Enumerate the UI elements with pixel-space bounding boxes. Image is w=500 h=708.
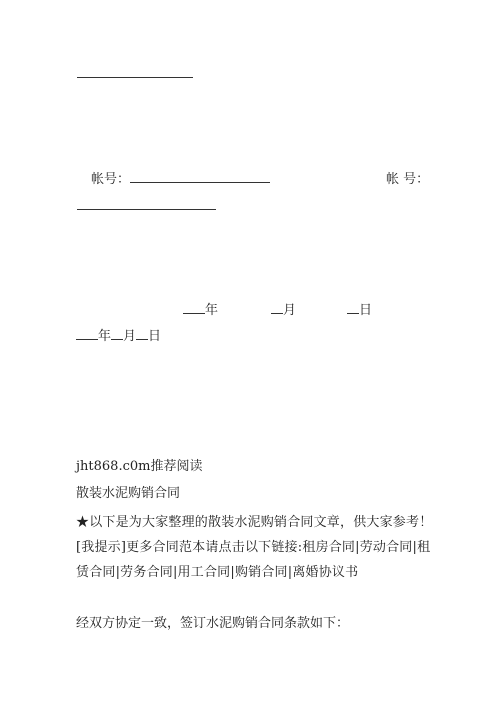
account-left-blank — [130, 182, 270, 183]
month-blank-2 — [111, 339, 123, 340]
day-blank-2 — [136, 339, 148, 340]
account-right-label: 帐 号： — [386, 172, 430, 187]
account-left-label: 帐号： — [91, 172, 131, 187]
document-title: 散装水泥购销合同 — [76, 486, 181, 501]
account-left — [91, 172, 270, 188]
day-label-2: 日 — [148, 329, 162, 344]
year-blank-1 — [183, 313, 205, 314]
month-label-2: 月 — [123, 329, 137, 344]
day-blank-1 — [347, 313, 359, 314]
signature-line-top — [77, 77, 193, 78]
day-group-1 — [347, 303, 372, 319]
year-label-2: 年 — [98, 329, 112, 344]
date-row-1 — [183, 303, 218, 319]
intro-paragraph: ★以下是为大家整理的散装水泥购销合同文章，供大家参考！[我提示]更多合同范本请点击以下链接:租房合同|劳动合同|租赁合同|劳务合同|用工合同|购销合同|离婚协议书 — [76, 515, 433, 580]
account-right-blank — [77, 209, 216, 210]
date-row-2 — [76, 329, 161, 345]
year-label-1: 年 — [205, 303, 219, 318]
day-label-1: 日 — [359, 303, 373, 318]
month-label-1: 月 — [283, 303, 297, 318]
month-blank-1 — [271, 313, 283, 314]
month-group-1 — [271, 303, 296, 319]
recommend-text: jht868.c0m推荐阅读 — [76, 459, 203, 474]
year-blank-2 — [76, 339, 98, 340]
clause-text: 经双方协定一致，签订水泥购销合同条款如下： — [76, 616, 350, 631]
